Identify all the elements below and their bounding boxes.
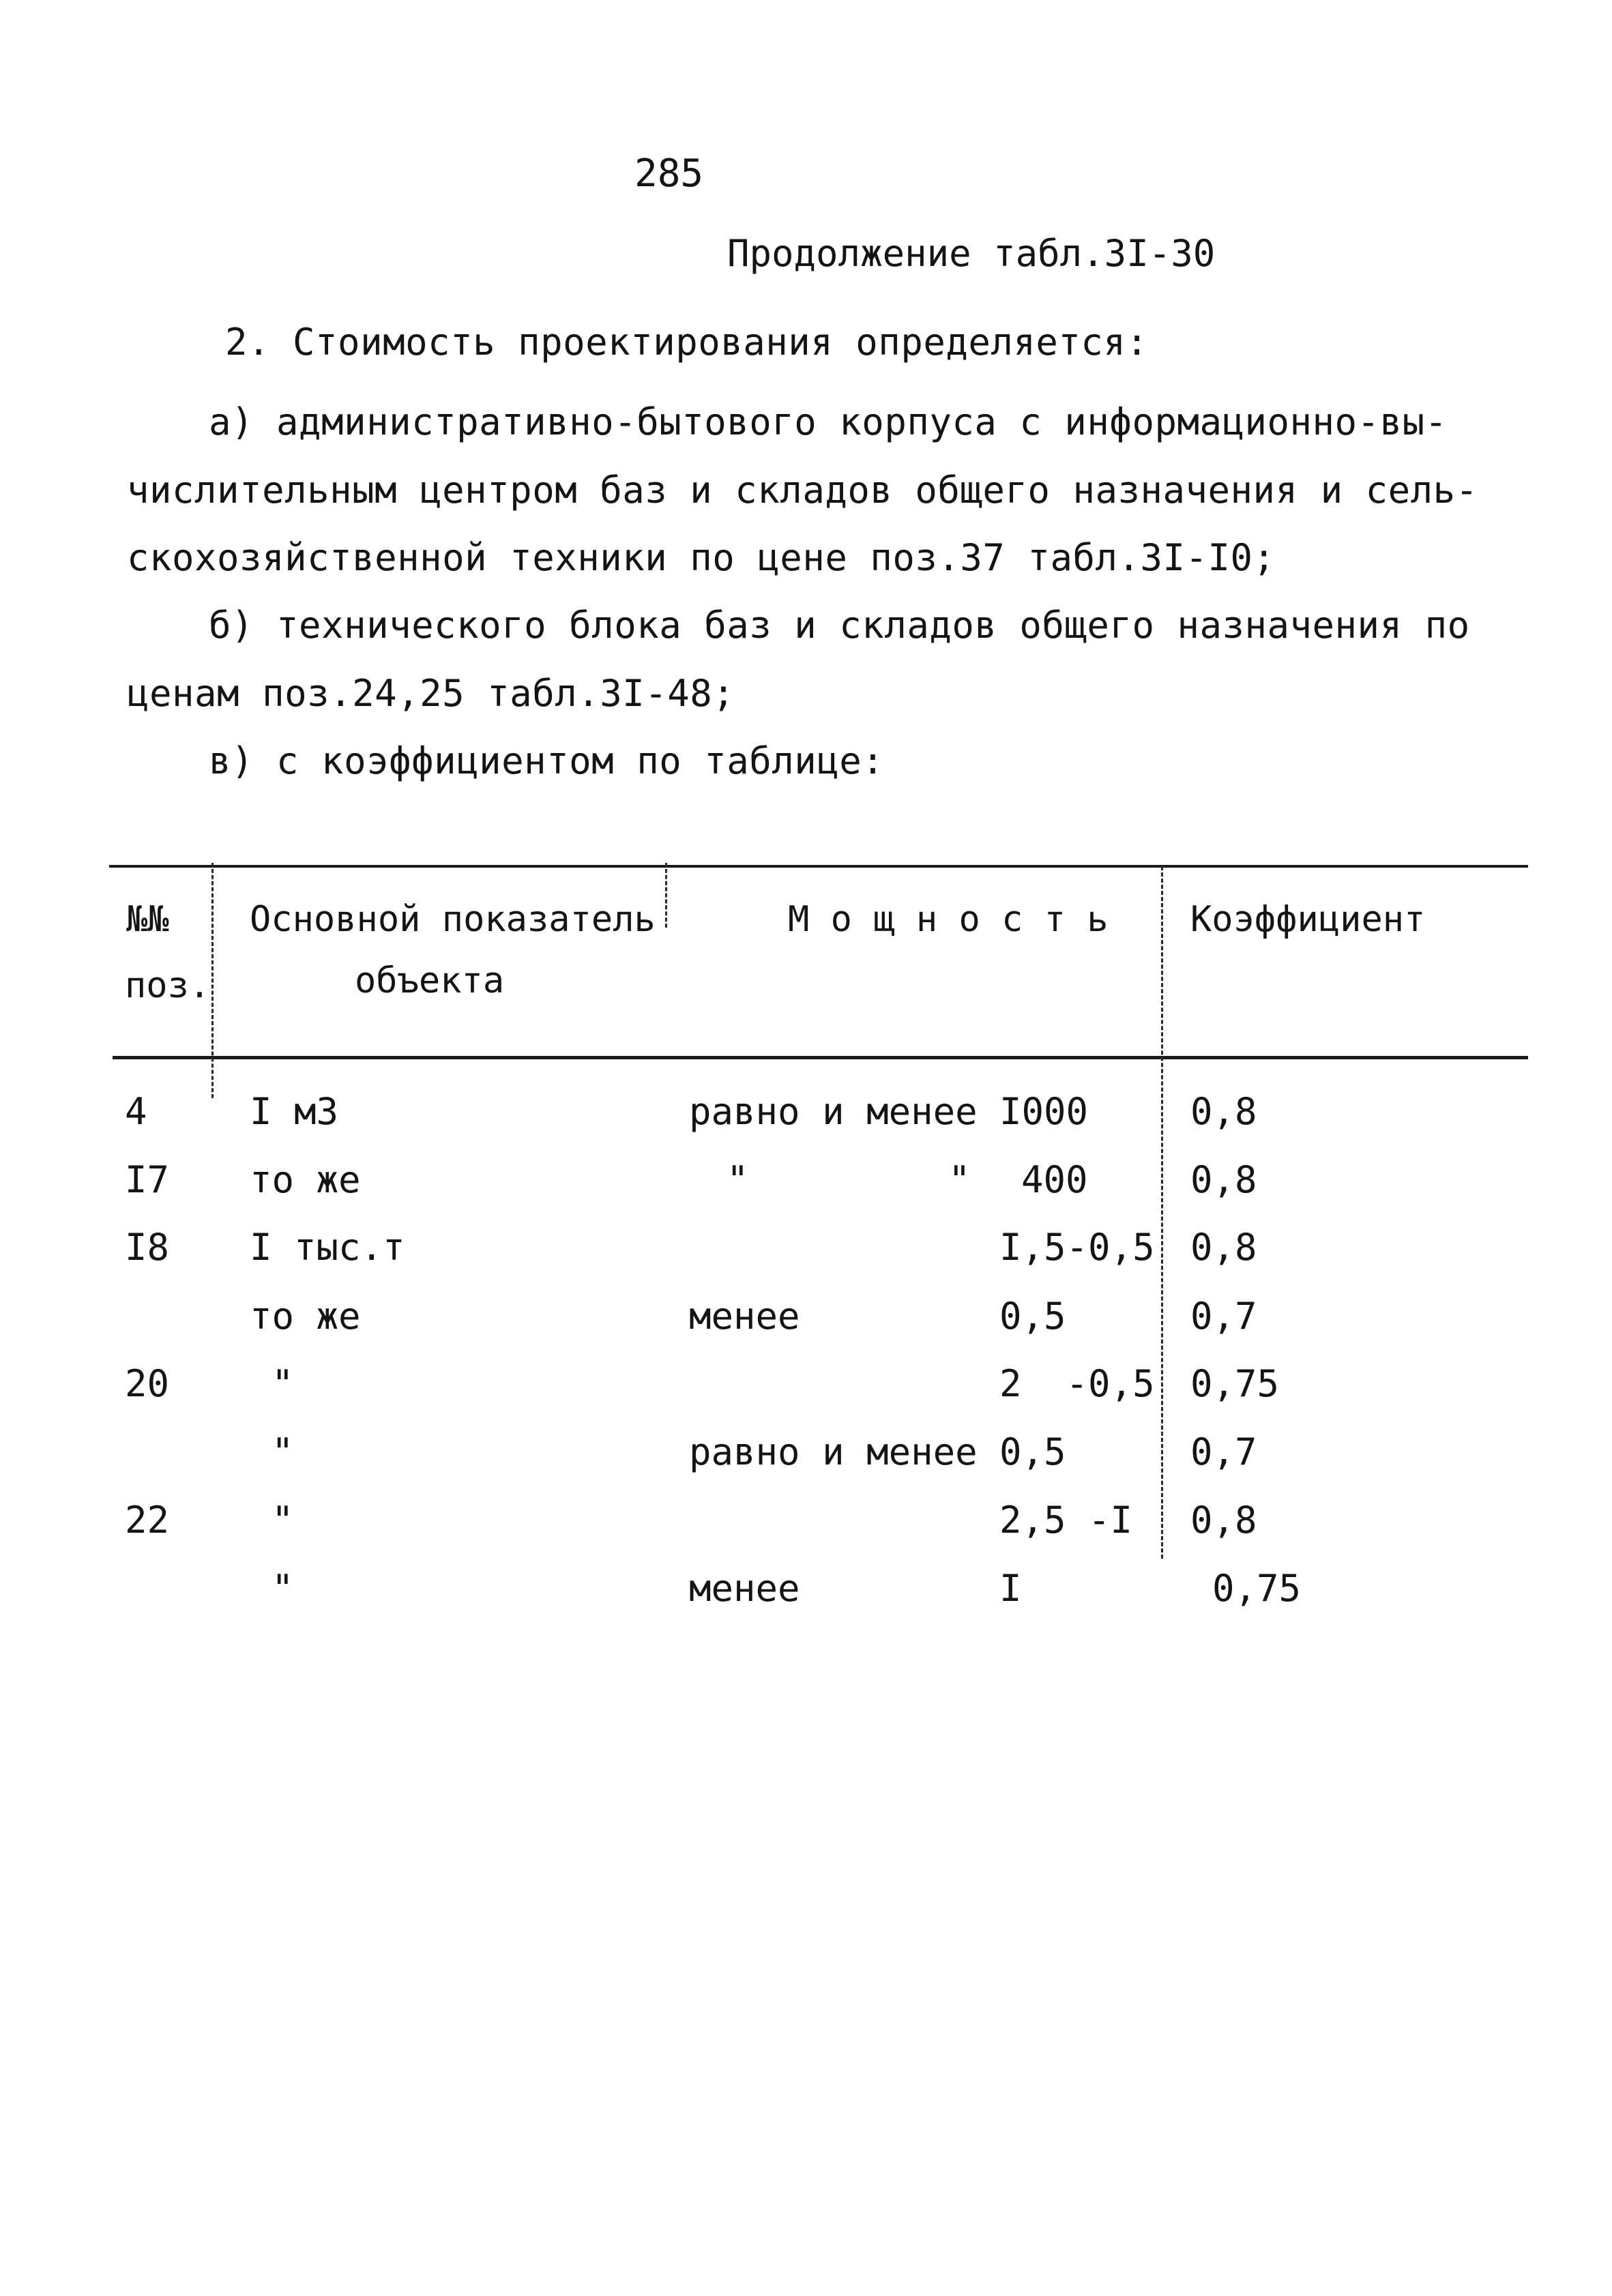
row-indicator: "	[272, 1362, 294, 1405]
item-a-line-1: а) административно-бытового корпуса с информационно-вы-	[209, 400, 1448, 443]
header-coefficient: Коэффициент	[1190, 899, 1426, 940]
table-column-divider-1	[211, 863, 214, 1098]
row-value: 0,5	[999, 1430, 1066, 1473]
row-condition: " "	[727, 1158, 971, 1201]
row-coefficient: 0,75	[1212, 1567, 1302, 1610]
row-indicator: I м3	[250, 1090, 339, 1133]
row-coefficient: 0,8	[1190, 1158, 1257, 1201]
item-2-heading: 2. Стоимость проектирования определяется:	[225, 321, 1149, 364]
row-value: 400	[1021, 1158, 1088, 1201]
item-b-line-2: ценам поз.24,25 табл.3I-48;	[127, 672, 735, 715]
header-pos-label: поз.	[125, 965, 211, 1006]
row-value: I	[999, 1567, 1022, 1610]
row-indicator: "	[272, 1499, 294, 1542]
row-indicator: I тыс.т	[250, 1226, 405, 1269]
row-pos: 20	[125, 1362, 170, 1405]
row-coefficient: 0,75	[1190, 1362, 1280, 1405]
row-value: 2,5 -I	[999, 1499, 1133, 1542]
row-indicator: то же	[250, 1158, 361, 1201]
row-pos: 4	[125, 1090, 147, 1133]
row-indicator: то же	[250, 1295, 361, 1338]
row-condition: равно и менее	[689, 1090, 978, 1133]
table-header-rule	[113, 1056, 1528, 1059]
row-value: 2 -0,5	[999, 1362, 1155, 1405]
row-indicator: "	[272, 1430, 294, 1473]
row-pos: I7	[125, 1158, 170, 1201]
row-coefficient: 0,8	[1190, 1090, 1257, 1133]
page-number: 285	[634, 151, 704, 196]
row-pos: 22	[125, 1499, 170, 1542]
header-pos-number: №№	[126, 899, 169, 940]
row-pos: I8	[125, 1226, 170, 1269]
row-coefficient: 0,7	[1190, 1430, 1257, 1473]
row-condition: менее	[689, 1295, 800, 1338]
row-condition: равно и менее	[689, 1430, 978, 1473]
row-value: I,5-0,5	[999, 1226, 1155, 1269]
header-indicator-line-1: Основной показатель	[250, 899, 656, 940]
table-column-divider-3	[1161, 866, 1163, 1559]
table-top-rule	[109, 865, 1528, 868]
row-condition: менее	[689, 1567, 800, 1610]
header-capacity: М о щ н о с т ь	[788, 899, 1109, 940]
item-b-line-1: б) технического блока баз и складов общего назначения по	[209, 604, 1470, 647]
row-coefficient: 0,8	[1190, 1226, 1257, 1269]
row-indicator: "	[272, 1567, 294, 1610]
item-c-line-1: в) с коэффициентом по таблице:	[209, 739, 885, 782]
row-value: 0,5	[999, 1295, 1066, 1338]
header-indicator-line-2: объекта	[355, 960, 505, 1001]
row-coefficient: 0,7	[1190, 1295, 1257, 1338]
row-value: I000	[999, 1090, 1089, 1133]
table-continuation-heading: Продолжение табл.3I-30	[727, 232, 1216, 275]
item-a-line-2: числительным центром баз и складов общего назначения и сель-	[127, 469, 1478, 512]
table-column-divider-2	[665, 863, 667, 928]
row-coefficient: 0,8	[1190, 1499, 1257, 1542]
item-a-line-3: скохозяйственной техники по цене поз.37 табл.3I-I0;	[127, 536, 1276, 579]
